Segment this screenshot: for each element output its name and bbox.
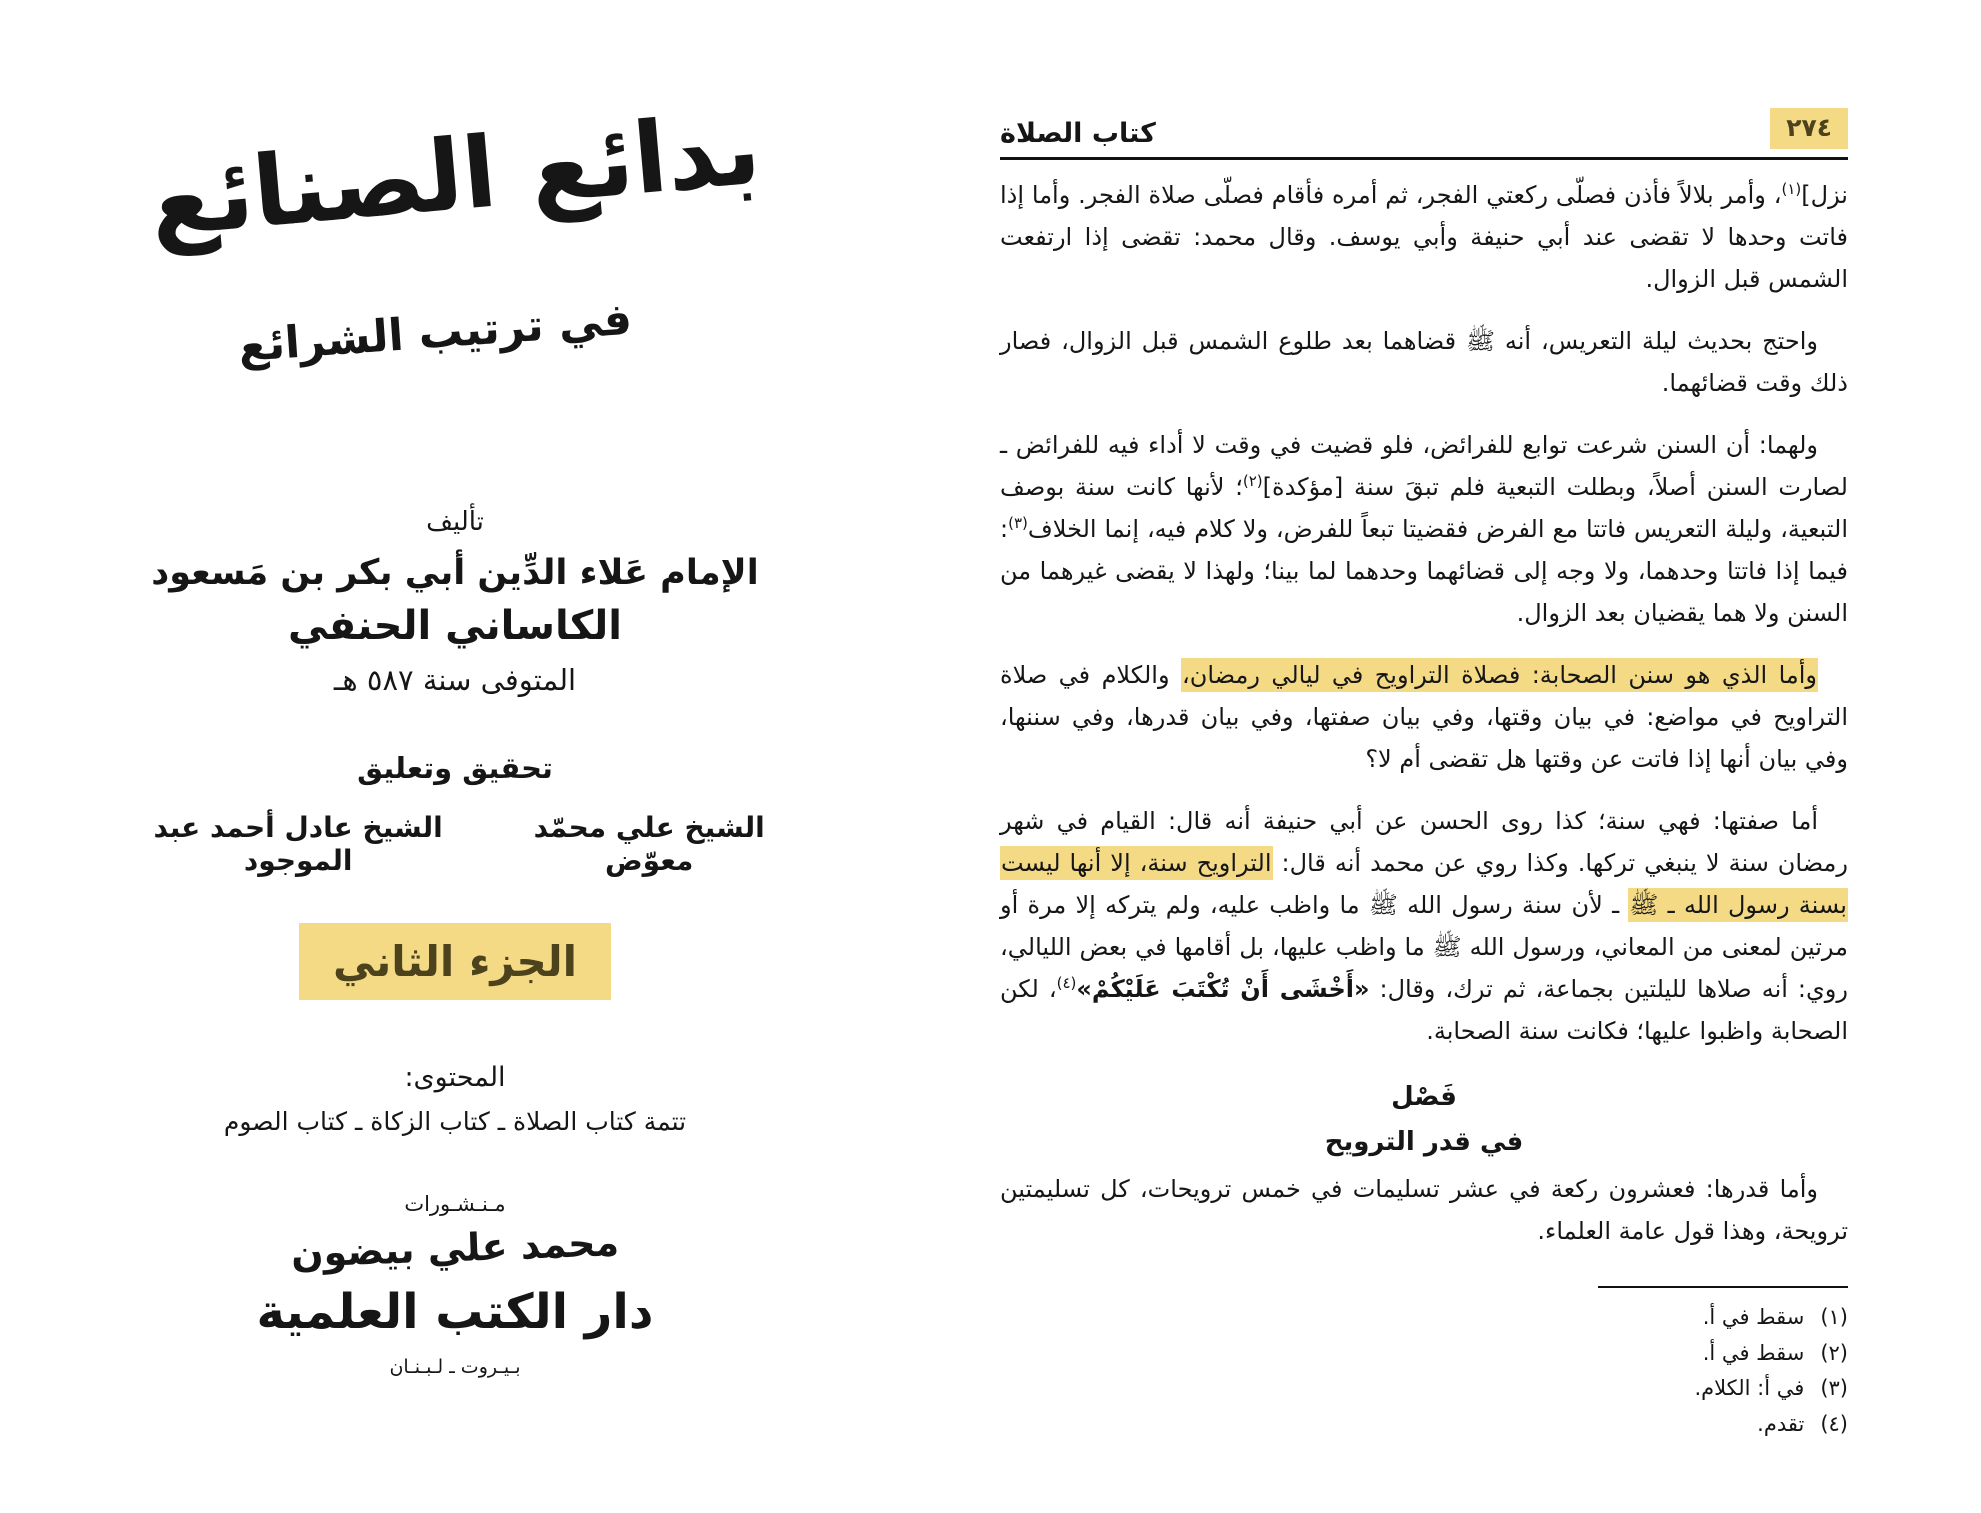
footnote-number: (١) <box>1820 1305 1848 1329</box>
paragraph <box>1000 1168 1848 1252</box>
footnote <box>1568 1407 1848 1443</box>
section-heading: فَصْل <box>1391 1082 1457 1112</box>
page-number-highlighted: ٢٧٤ <box>1770 108 1848 149</box>
publications-label: مـنـشـورات <box>404 1191 506 1216</box>
highlighted-text: وأما الذي هو سنن الصحابة: فصلاة التراويح في ليالي رمضان، <box>1181 658 1818 692</box>
paragraph <box>1000 654 1848 780</box>
publisher-city: بـيـروت ـ لـبـنـان <box>389 1355 521 1378</box>
text-run: ؛ لأنها كانت سنة بوصف التبعية، وليلة التعريس فاتتا مع الفرض فقضيتا تبعاً للفرض، ولا كلام فيه، إنما الخلاف <box>1000 473 1848 543</box>
text-run: أما صفتها: فهي سنة؛ كذا روى الحسن عن أبي حنيفة أنه قال: القيام في شهر رمضان سنة لا ينبغي تركها. وكذا روي عن محمد أنه قال: <box>1000 807 1849 877</box>
text-run: نزل] <box>1801 181 1848 209</box>
editor-right: الشيخ علي محمّد معوّض <box>533 810 765 877</box>
editing-label: تحقيق وتعليق <box>357 750 553 785</box>
text-run: «أَخْشَى أَنْ تُكْتَبَ عَلَيْكُمْ» <box>1076 975 1370 1003</box>
volume-row <box>100 923 810 1000</box>
editors-row <box>100 811 810 877</box>
footnote-rule <box>1598 1286 1848 1288</box>
text-run: ، وأمر بلالاً فأذن فصلّى ركعتي الفجر، ثم أمره فأقام فصلّى صلاة الفجر. وأما إذا فاتت وحدها لا تقضى عند أبي حنيفة وأبي يوسف. وقال محمد: تقضى إذا ارتفعت الشمس قبل الزوال. <box>1000 181 1848 293</box>
footnotes-block <box>1568 1286 1848 1443</box>
paragraph <box>1000 800 1848 1052</box>
footnote-marker: (٢) <box>1242 472 1263 490</box>
footnote-text: في أ: الكلام. <box>1694 1376 1805 1401</box>
author-death-date: المتوفى سنة ٥٨٧ هـ <box>333 662 577 697</box>
book-title-calligraphy: بدائع الصنائع <box>144 92 765 260</box>
scan-page-right <box>1000 108 1848 1443</box>
author-name-line2: الكاساني الحنفي <box>288 602 622 649</box>
footnote <box>1568 1371 1848 1407</box>
scan-page-left <box>100 60 810 1378</box>
footnote-text: سقط في أ. <box>1702 1340 1805 1365</box>
footnote-marker: (٣) <box>1008 514 1028 532</box>
running-head-section-title: كتاب الصلاة <box>1000 118 1156 149</box>
page-body <box>1000 174 1848 1252</box>
footnote <box>1568 1300 1848 1336</box>
footnote-text: تقدم. <box>1757 1412 1805 1437</box>
text-run: والكلام في صلاة التراويح في مواضع: في بيان وقتها، وفي بيان صفتها، وفي بيان قدرها، وفي سننها، وفي بيان أنها إذا فاتت عن وقتها هل تقضى أم لا؟ <box>1000 661 1848 773</box>
paragraph <box>1000 424 1848 634</box>
footnote-marker: (٤) <box>1056 974 1077 992</box>
footnote-number: (٣) <box>1820 1376 1848 1401</box>
contents-label: المحتوى: <box>404 1061 506 1093</box>
volume-label-highlighted: الجزء الثاني <box>299 923 611 1000</box>
footnote-number: (٤) <box>1820 1412 1848 1437</box>
footnote-text: سقط في أ. <box>1702 1305 1805 1329</box>
page-header <box>1000 108 1848 157</box>
editor-left: الشيخ عادل أحمد عبد الموجود <box>153 810 443 877</box>
footnote-number: (٢) <box>1820 1340 1848 1365</box>
highlighted-text: التراويح سنة، إلا أنها ليست بسنة رسول الله ـ ﷺ <box>1000 846 1848 922</box>
header-rule <box>1000 157 1848 160</box>
publisher-person: محمد علي بيضون <box>290 1219 620 1276</box>
author-name-line1: الإمام عَلاء الدِّين أبي بكر بن مَسعود <box>151 552 759 593</box>
authored-by-label: تأليف <box>426 506 484 537</box>
text-run: : فيما إذا فاتتا وحدهما، ولا وجه إلى قضائهما وحدهما لما بينا؛ ولهذا لا يقضى غيرهما من السنن ولا هما يقضيان بعد الزوال. <box>1000 515 1848 627</box>
contents-line: تتمة كتاب الصلاة ـ كتاب الزكاة ـ كتاب الصوم <box>223 1106 687 1136</box>
paragraph <box>1000 174 1848 300</box>
section-heading: في قدر الترويح <box>1324 1127 1524 1157</box>
footnote <box>1568 1336 1848 1372</box>
text-run: ، لكن الصحابة واظبوا عليها؛ فكانت سنة الصحابة. <box>1000 975 1848 1045</box>
paragraph <box>1000 320 1848 404</box>
footnote-marker: (١) <box>1781 180 1802 198</box>
text-run: ـ لأن سنة رسول الله ﷺ ما واظب عليه، ولم يتركه إلا مرة أو مرتين لمعنى من المعاني، ورسول الله ﷺ ما واظب عليها، بل أقامها في بعض الليالي، روي: أنه صلاها لليلتين بجماعة، ثم ترك، وقال: <box>1000 891 1848 1003</box>
text-run: ولهما: أن السنن شرعت توابع للفرائض، فلو قضيت في وقت لا أداء فيه للفرائض ـ لصارت السنن أصلاً، وبطلت التبعية فلم تبقَ سنة [مؤكدة] <box>1000 431 1848 501</box>
text-run: وأما قدرها: فعشرون ركعة في عشر تسليمات في خمس ترويحات، كل تسليمتين ترويحة، وهذا قول عامة العلماء. <box>1000 1175 1848 1245</box>
book-subtitle-calligraphy: في ترتيب الشرائع <box>236 293 634 372</box>
text-run: واحتج بحديث ليلة التعريس، أنه ﷺ قضاهما بعد طلوع الشمس قبل الزوال، فصار ذلك وقت قضائهما. <box>1000 327 1848 397</box>
publisher-house-logo: دار الكتب العلمية <box>256 1283 654 1340</box>
